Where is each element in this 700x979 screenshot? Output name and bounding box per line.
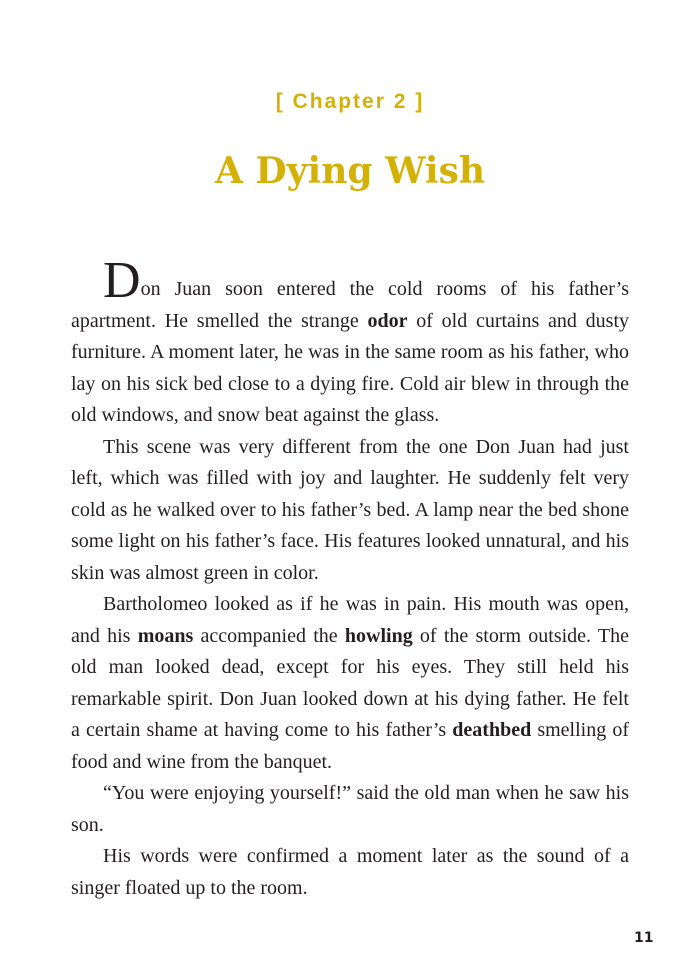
paragraph-5	[71, 841, 629, 904]
text-segment: Bartholomeo looked as if he was in pain. His mouth was open, and his	[71, 593, 629, 647]
text-segment: of the storm outside. The old man looked dead, except for his eyes. They still held his remarkable spirit. Don Juan looked down at his dying father. He felt a certain shame at having come to his father’s	[71, 624, 630, 741]
text-segment: smelling of food and wine from the banquet.	[71, 719, 629, 773]
vocab-term-howling: howling	[344, 624, 413, 647]
vocab-term-moans: moans	[137, 624, 194, 647]
text-segment: This scene was very different from the one Don Juan had just left, which was filled with joy and laughter. He suddenly felt very cold as he walked over to his father’s bed. A lamp near the bed shone some light on his father’s face. His features looked unnatural, and his skin was almost green in color.	[71, 435, 629, 584]
text-segment: “You were enjoying yourself!” said the old man when he saw his son.	[71, 782, 629, 836]
text-segment: His words were confirmed a moment later as the sound of a singer floated up to the room.	[71, 845, 629, 899]
drop-cap: D	[103, 252, 141, 309]
text-segment: on Juan soon entered the cold rooms of his father’s apartment. He smelled the strange	[71, 278, 629, 332]
text-segment: of old curtains and dusty furniture. A moment later, he was in the same room as his father, who lay on his sick bed close to a dying fire. Cold air blew in through the old windows, and snow beat against the glass.	[71, 309, 629, 426]
chapter-title: A Dying Wish	[214, 150, 486, 192]
text-segment: accompanied the	[193, 624, 345, 647]
paragraph-3	[71, 589, 629, 778]
chapter-body	[71, 252, 630, 904]
page-number: 11	[634, 930, 654, 946]
paragraph-4	[71, 778, 629, 841]
vocab-term-deathbed: deathbed	[452, 719, 532, 741]
paragraph-2	[71, 432, 629, 590]
vocab-term-odor: odor	[367, 309, 408, 332]
paragraph-1	[71, 252, 629, 432]
chapter-label: [ Chapter 2 ]	[275, 90, 425, 113]
